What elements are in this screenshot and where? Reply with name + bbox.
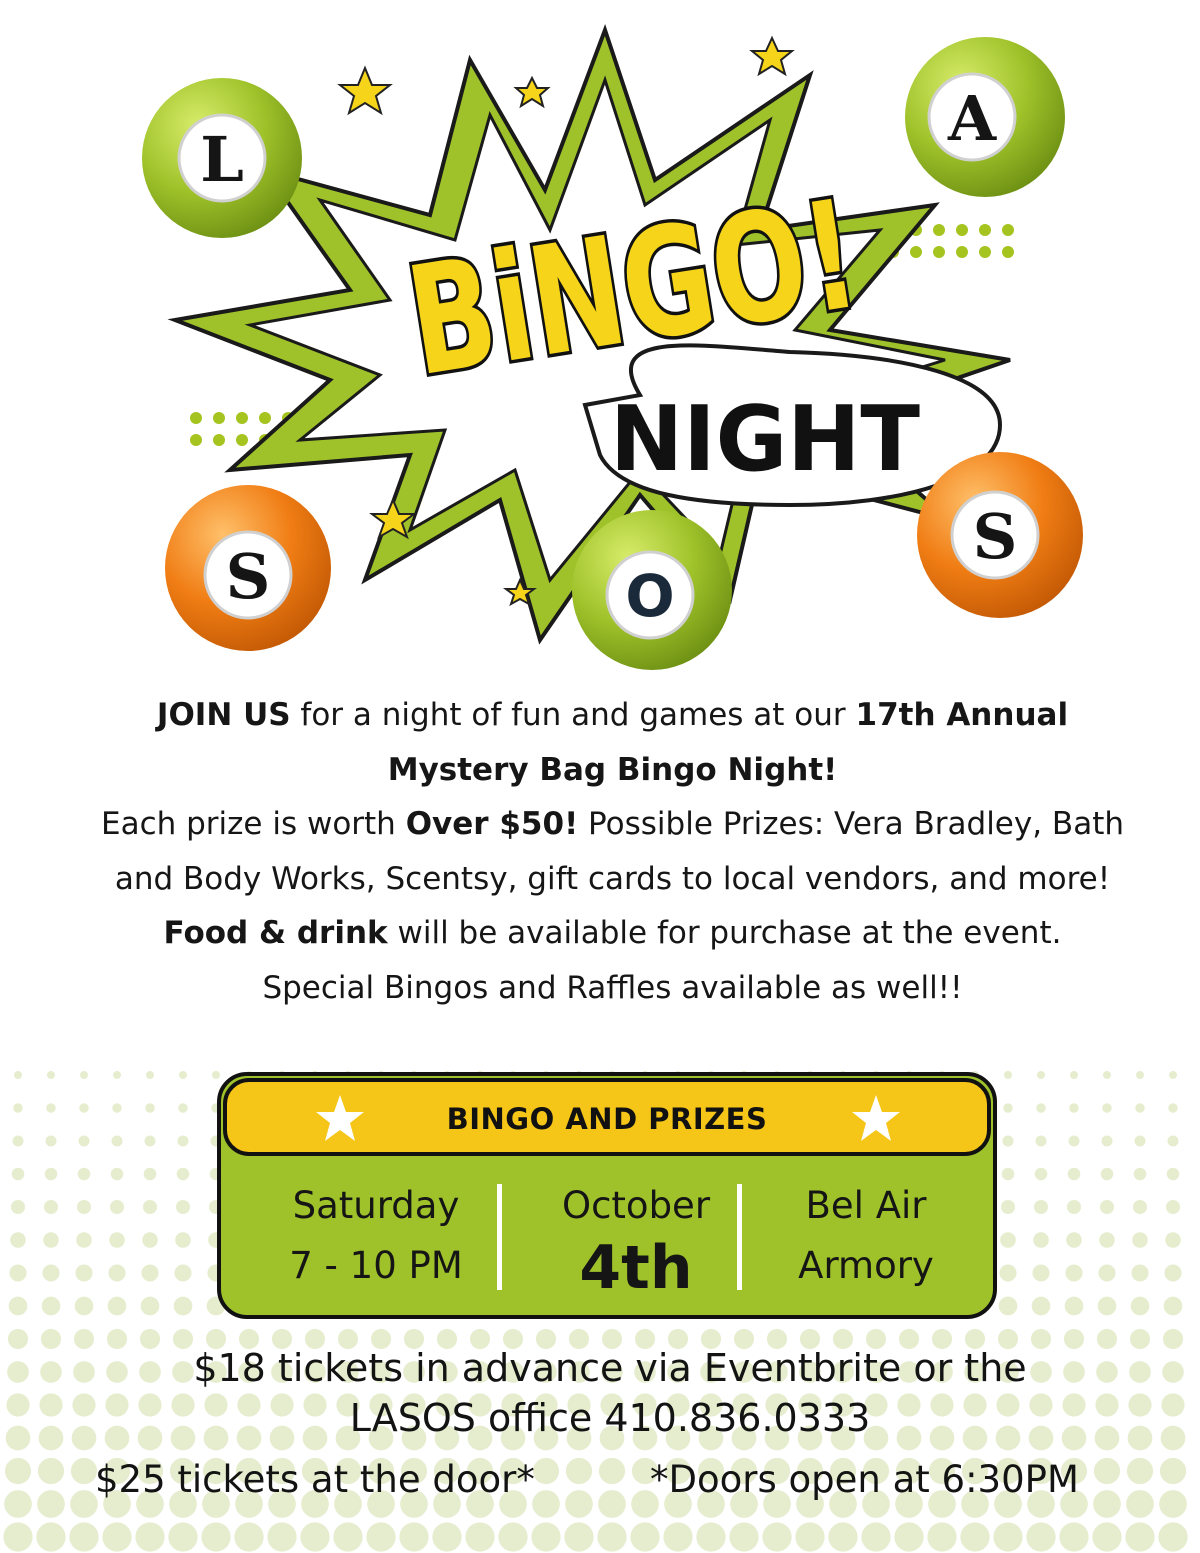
background-dot — [1066, 1232, 1082, 1248]
background-dot — [1026, 1522, 1055, 1551]
background-dot — [1001, 1200, 1015, 1214]
background-dot — [1068, 1135, 1079, 1146]
background-dot — [267, 1522, 296, 1551]
background-dot — [178, 1103, 188, 1113]
background-dot — [1161, 1393, 1184, 1416]
background-dot — [144, 1168, 157, 1181]
background-dot — [1103, 1071, 1111, 1079]
background-dot — [1034, 1200, 1048, 1214]
background-dot — [36, 1522, 65, 1551]
background-dot — [828, 1522, 857, 1551]
background-dot — [168, 1522, 197, 1551]
svg-text:O: O — [625, 562, 675, 630]
event-venue — [761, 1176, 971, 1296]
background-dot — [75, 1264, 92, 1281]
event-description — [100, 688, 1125, 1015]
background-dot — [564, 1522, 593, 1551]
background-dot — [141, 1297, 160, 1316]
background-dot — [102, 1522, 131, 1551]
divider — [497, 1184, 502, 1290]
background-dot — [762, 1522, 791, 1551]
svg-text:S: S — [972, 500, 1018, 573]
background-dot — [10, 1232, 26, 1248]
background-dot — [1032, 1264, 1049, 1281]
background-dot — [146, 1071, 154, 1079]
bingo-ball-a — [905, 37, 1065, 197]
background-dot — [141, 1264, 158, 1281]
background-dot — [598, 1490, 626, 1518]
background-dot — [1160, 1458, 1186, 1484]
background-dot — [1161, 1426, 1186, 1451]
ticket-info — [80, 1343, 1140, 1443]
background-dot — [1035, 1135, 1046, 1146]
background-dot — [1136, 1071, 1144, 1079]
background-dot — [1035, 1168, 1048, 1181]
background-dot — [1163, 1329, 1183, 1349]
event-day: Saturday — [292, 1184, 460, 1227]
background-dot — [71, 1458, 97, 1484]
background-dot — [999, 1297, 1018, 1316]
background-dot — [80, 1071, 88, 1079]
background-dot — [533, 1458, 559, 1484]
background-dot — [960, 1522, 989, 1551]
background-dot — [70, 1490, 98, 1518]
background-dot — [1100, 1200, 1114, 1214]
venue-line-1: Bel Air — [805, 1184, 927, 1227]
background-dot — [1098, 1297, 1117, 1316]
svg-text:S: S — [225, 540, 271, 613]
banner-title: BINGO AND PRIZES — [446, 1102, 768, 1136]
background-dot — [75, 1297, 94, 1316]
background-dot — [6, 1426, 31, 1451]
background-dot — [1070, 1071, 1078, 1079]
background-dot — [1135, 1103, 1145, 1113]
background-dot — [13, 1103, 23, 1113]
background-dot — [1036, 1103, 1046, 1113]
background-dot — [565, 1490, 593, 1518]
background-dot — [8, 1329, 28, 1349]
background-dot — [1069, 1103, 1079, 1113]
background-dot — [1131, 1297, 1150, 1316]
background-dot — [179, 1071, 187, 1079]
background-dot — [76, 1232, 92, 1248]
background-dot — [212, 1071, 220, 1079]
background-dot — [1093, 1490, 1121, 1518]
background-dot — [201, 1522, 230, 1551]
background-dot — [729, 1522, 758, 1551]
background-dot — [1165, 1232, 1181, 1248]
background-dot — [112, 1103, 122, 1113]
background-dot — [1127, 1458, 1153, 1484]
svg-text:A: A — [947, 82, 997, 155]
background-dot — [531, 1522, 560, 1551]
background-dot — [1059, 1522, 1088, 1551]
background-dot — [41, 1329, 61, 1349]
background-dot — [1162, 1361, 1184, 1383]
background-dot — [78, 1168, 91, 1181]
background-dot — [110, 1200, 124, 1214]
background-dot — [135, 1522, 164, 1551]
background-dot — [1166, 1200, 1180, 1214]
background-dot — [861, 1522, 890, 1551]
night-subheadline: NIGHT — [610, 387, 920, 492]
banner-header — [223, 1078, 991, 1156]
background-dot — [175, 1232, 191, 1248]
background-dot — [1094, 1458, 1120, 1484]
background-dot — [14, 1071, 22, 1079]
background-dot — [1158, 1522, 1187, 1551]
background-dot — [79, 1103, 89, 1113]
background-dot — [109, 1232, 125, 1248]
background-dot — [77, 1200, 91, 1214]
advance-tickets-line-1: $18 tickets in advance via Eventbrite or the — [193, 1346, 1027, 1390]
background-dot — [11, 1200, 25, 1214]
background-dot — [39, 1393, 62, 1416]
background-dot — [4, 1490, 32, 1518]
background-dot — [1101, 1168, 1114, 1181]
background-dot — [432, 1522, 461, 1551]
background-dot — [1159, 1490, 1187, 1518]
background-dot — [498, 1522, 527, 1551]
background-dot — [1126, 1490, 1154, 1518]
background-dot — [44, 1200, 58, 1214]
background-dot — [1164, 1297, 1183, 1316]
background-dot — [1133, 1200, 1147, 1214]
background-dot — [1167, 1135, 1178, 1146]
background-dot — [142, 1232, 158, 1248]
background-dot — [3, 1522, 32, 1551]
background-dot — [1101, 1135, 1112, 1146]
star-icon — [849, 1092, 903, 1146]
doors-open-note: *Doors open at 6:30PM — [650, 1458, 1079, 1501]
background-dot — [42, 1264, 59, 1281]
background-dot — [927, 1522, 956, 1551]
background-dot — [39, 1426, 64, 1451]
background-dot — [696, 1522, 725, 1551]
background-dot — [597, 1522, 626, 1551]
door-tickets: $25 tickets at the door* — [95, 1458, 535, 1501]
background-dot — [532, 1490, 560, 1518]
background-dot — [1098, 1264, 1115, 1281]
background-dot — [174, 1264, 191, 1281]
background-dot — [1092, 1522, 1121, 1551]
background-dot — [663, 1522, 692, 1551]
background-dot — [566, 1458, 592, 1484]
event-date — [521, 1176, 751, 1303]
join-us-text: JOIN US — [156, 697, 291, 733]
background-dot — [1003, 1103, 1013, 1113]
background-dot — [111, 1135, 122, 1146]
background-dot — [1132, 1232, 1148, 1248]
background-dot — [7, 1361, 29, 1383]
background-dot — [1067, 1200, 1081, 1214]
background-dot — [145, 1103, 155, 1113]
background-dot — [177, 1135, 188, 1146]
background-dot — [12, 1168, 25, 1181]
background-dot — [111, 1168, 124, 1181]
background-dot — [176, 1200, 190, 1214]
background-dot — [993, 1522, 1022, 1551]
divider — [737, 1184, 742, 1290]
background-dot — [1134, 1135, 1145, 1146]
background-dot — [45, 1168, 58, 1181]
background-dot — [113, 1071, 121, 1079]
specials-paragraph: Special Bingos and Raffles available as well!! — [262, 969, 963, 1006]
venue-line-2: Armory — [798, 1244, 934, 1287]
background-dot — [1037, 1071, 1045, 1079]
svg-text:L: L — [200, 123, 244, 196]
background-dot — [6, 1393, 29, 1416]
background-dot — [1002, 1168, 1015, 1181]
background-dot — [108, 1297, 127, 1316]
background-dot — [1168, 1103, 1178, 1113]
background-dot — [1125, 1522, 1154, 1551]
prize-paragraph: Each prize is worth Over $50! Possible Prizes: Vera Bradley, Bath and Body Works, Scentsy, gift cards to local vendors, and more! — [100, 806, 1125, 897]
background-dot — [143, 1200, 157, 1214]
background-dot — [234, 1522, 263, 1551]
background-dot — [78, 1135, 89, 1146]
background-dot — [69, 1522, 98, 1551]
event-time: 7 - 10 PM — [289, 1244, 463, 1287]
background-dot — [174, 1297, 193, 1316]
background-dot — [894, 1522, 923, 1551]
background-dot — [1002, 1135, 1013, 1146]
advance-tickets-line-2: LASOS office 410.836.0333 — [349, 1396, 871, 1440]
background-dot — [465, 1522, 494, 1551]
background-dot — [1164, 1264, 1181, 1281]
background-dot — [43, 1232, 59, 1248]
background-dot — [999, 1264, 1016, 1281]
background-dot — [5, 1458, 31, 1484]
background-dot — [1102, 1103, 1112, 1113]
bingo-headline: BiNGO! — [397, 142, 1028, 411]
background-dot — [1032, 1297, 1051, 1316]
background-dot — [1033, 1232, 1049, 1248]
event-details-banner — [217, 1072, 997, 1319]
background-dot — [1068, 1168, 1081, 1181]
background-dot — [1065, 1297, 1084, 1316]
intro-paragraph: JOIN US for a night of fun and games at our 17th Annual Mystery Bag Bingo Night! — [156, 697, 1069, 788]
background-dot — [1000, 1232, 1016, 1248]
background-dot — [42, 1297, 61, 1316]
bingo-ball-l — [142, 78, 302, 238]
food-paragraph: Food & drink will be available for purchase at the event. — [163, 915, 1062, 951]
background-dot — [1099, 1232, 1115, 1248]
background-dot — [9, 1297, 28, 1316]
bingo-ball-o — [572, 510, 732, 670]
background-dot — [300, 1522, 329, 1551]
background-dot — [40, 1361, 62, 1383]
background-dot — [177, 1168, 190, 1181]
background-dot — [12, 1135, 23, 1146]
background-dot — [1169, 1071, 1177, 1079]
event-day-time — [261, 1176, 491, 1296]
background-dot — [108, 1264, 125, 1281]
event-name: Mystery Bag Bingo Night! — [387, 751, 838, 788]
background-dot — [366, 1522, 395, 1551]
background-dot — [9, 1264, 26, 1281]
background-dot — [399, 1522, 428, 1551]
bingo-night-artwork — [0, 0, 1200, 680]
background-dot — [599, 1458, 625, 1484]
background-dot — [47, 1071, 55, 1079]
event-month: October — [561, 1184, 711, 1227]
background-dot — [37, 1490, 65, 1518]
background-dot — [38, 1458, 64, 1484]
background-dot — [1167, 1168, 1180, 1181]
background-dot — [46, 1103, 56, 1113]
background-dot — [144, 1135, 155, 1146]
background-dot — [1004, 1071, 1012, 1079]
background-dot — [1065, 1264, 1082, 1281]
prize-value: Over $50! — [405, 806, 579, 842]
bingo-ball-s-right — [917, 452, 1083, 618]
event-day-number: 4th — [579, 1233, 693, 1303]
background-dot — [630, 1522, 659, 1551]
background-dot — [45, 1135, 56, 1146]
background-dot — [1131, 1264, 1148, 1281]
background-dot — [333, 1522, 362, 1551]
background-dot — [795, 1522, 824, 1551]
bingo-ball-s-left — [165, 485, 331, 651]
background-dot — [1134, 1168, 1147, 1181]
